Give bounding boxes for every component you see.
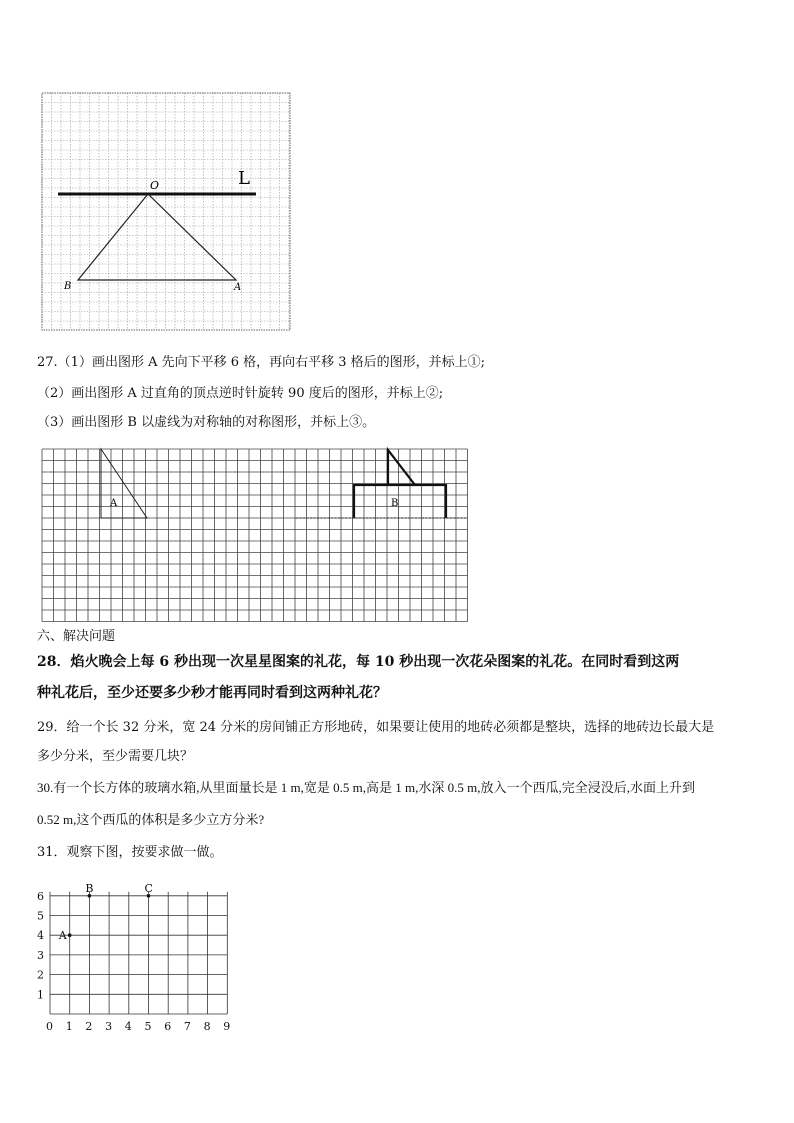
q28-line1: 28．焰火晚会上每 6 秒出现一次星星图案的礼花，每 10 秒出现一次花朵图案的礼花。在同时看到这两 bbox=[37, 654, 680, 670]
figure-triangle-grid bbox=[38, 90, 294, 334]
x-tick-label: 0 bbox=[46, 1020, 53, 1033]
section-title: 六、解决问题 bbox=[37, 629, 116, 644]
q27-line3: （3）画出图形 B 以虚线为对称轴的对称图形，并标上③。 bbox=[37, 415, 376, 430]
point-A bbox=[68, 933, 72, 937]
figure-coordinate-grid bbox=[30, 866, 242, 1038]
q27-line1: 27.（1）画出图形 A 先向下平移 6 格，再向右平移 3 格后的图形，并标上①; bbox=[37, 355, 486, 370]
x-tick-label: 2 bbox=[85, 1020, 93, 1033]
point-label-C: C bbox=[144, 881, 153, 895]
y-tick-label: 2 bbox=[37, 968, 44, 982]
point-label-B: B bbox=[85, 881, 94, 895]
x-tick-label: 1 bbox=[65, 1020, 73, 1033]
q30-line2: 0.52 m,这个西瓜的体积是多少立方分米? bbox=[37, 812, 265, 827]
y-tick-label: 5 bbox=[37, 909, 44, 923]
label-A: A bbox=[234, 282, 242, 293]
label-L: L bbox=[238, 168, 250, 189]
label-O: O bbox=[150, 179, 160, 192]
x-tick-label: 5 bbox=[144, 1020, 152, 1033]
q28-line2: 种礼花后，至少还要多少秒才能再同时看到这两种礼花？ bbox=[37, 685, 387, 701]
y-tick-label: 4 bbox=[37, 929, 44, 943]
label-B: B bbox=[391, 498, 399, 509]
y-tick-label: 1 bbox=[37, 988, 44, 1002]
x-tick-label: 3 bbox=[105, 1020, 113, 1033]
x-tick-label: 7 bbox=[183, 1020, 191, 1033]
point-label-A: A bbox=[58, 929, 67, 943]
x-tick-label: 6 bbox=[164, 1020, 172, 1033]
shape-B bbox=[354, 485, 446, 518]
x-tick-label: 9 bbox=[223, 1020, 231, 1033]
y-tick-label: 3 bbox=[37, 948, 44, 962]
figure-shapes-grid bbox=[38, 445, 470, 625]
q29-line2: 多少分米，至少需要几块？ bbox=[37, 749, 194, 764]
x-tick-label: 8 bbox=[203, 1020, 211, 1033]
q27-line2: （2）画出图形 A 过直角的顶点逆时针旋转 90 度后的图形，并标上②; bbox=[37, 386, 444, 401]
label-A: A bbox=[110, 498, 118, 509]
q30-line1: 30.有一个长方体的玻璃水箱,从里面量长是 1 m,宽是 0.5 m,高是 1 m,水深 0.5 m,放入一个西瓜,完全浸没后,水面上升到 bbox=[37, 780, 695, 795]
q29-line1: 29．给一个长 32 分米，宽 24 分米的房间铺正方形地砖，如果要让使用的地砖必须都是整块，选择的地砖边长最大是 bbox=[37, 720, 715, 735]
label-B: B bbox=[64, 281, 72, 292]
shape-B-flag bbox=[388, 450, 415, 485]
q31-line1: 31．观察下图，按要求做一做。 bbox=[37, 845, 223, 860]
x-tick-label: 4 bbox=[124, 1020, 132, 1033]
y-tick-label: 6 bbox=[37, 889, 44, 903]
